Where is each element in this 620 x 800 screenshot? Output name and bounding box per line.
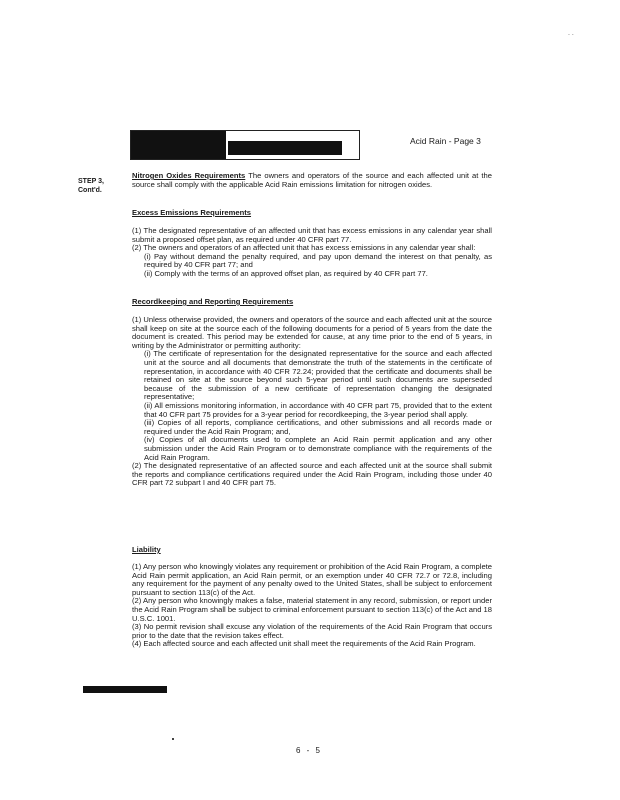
liability-p2: (2) Any person who knowingly makes a false, material statement in any record, submission, or report under the Acid Rain Program shall be subject to criminal enforcement pursuant to section 113(c) of the Act and 18 U.S.C. 1001. [132, 596, 492, 623]
liability-heading-block [132, 546, 492, 555]
redaction-block [228, 141, 342, 155]
excess-p2: (2) The owners and operators of an affected unit that has excess emissions in any calendar year shall: [132, 243, 476, 253]
records-p1: (1) Unless otherwise provided, the owners and operators of the source and each affected unit at the source shall keep on site at the source each of the following documents for a period of 5 years from the date the document is created. This period may be extended for cause, at any time prior to the end of 5 years, in writing by the Administrator or permitting authority: [132, 315, 492, 350]
scan-speck [172, 738, 174, 740]
excess-p1: (1) The designated representative of an affected unit that has excess emissions in any calendar year shall submit a proposed offset plan, as required under 40 CFR part 77. [132, 226, 492, 244]
excess-heading-block [132, 209, 492, 218]
liability-section [132, 563, 492, 649]
redaction-block [131, 131, 226, 159]
records-heading-block [132, 298, 492, 307]
page-label: Acid Rain - Page 3 [410, 136, 481, 146]
excess-heading: Excess Emissions Requirements [132, 208, 252, 217]
liability-p4: (4) Each affected source and each affected unit shall meet the requirements of the Acid Rain Program. [132, 639, 476, 649]
redacted-header-box [130, 130, 360, 160]
records-ii: (ii) All emissions monitoring information, in accordance with 40 CFR part 75, provided that to the extent that 40 CFR part 75 provides for a 3-year period for recordkeeping, the 3-year period shall apply. [144, 400, 492, 419]
nitrogen-paragraph [132, 172, 492, 189]
records-i: (i) The certificate of representation for the designated representative for the source and each affected unit at the source and all documents that demonstrate the truth of the statements in the certificate of representation, in accordance with 40 CFR 72.24; provided that the certificate and documents shall be retained on site at the source beyond such 5-year period until such documents are superseded because of the submission of a new certificate of representation changing the designated representative; [144, 349, 492, 402]
liability-p1: (1) Any person who knowingly violates any requirement or prohibition of the Acid Rain Program, a complete Acid Rain permit application, an Acid Rain permit, or an exemption under 40 CFR 72.7 or 72.8, including any requirement for the payment of any penalty owed to the United States, shall be subject to enforcement pursuant to section 113(c) of the Act. [132, 562, 492, 597]
records-iv: (iv) Copies of all documents used to complete an Acid Rain permit application and any other submission under the Acid Rain Program or to demonstrate compliance with the requirements of the Acid Rain Program. [144, 435, 492, 462]
excess-section [132, 227, 492, 279]
liability-p3: (3) No permit revision shall excuse any violation of the requirements of the Acid Rain Program that occurs prior to the date that the revision takes effect. [132, 622, 492, 640]
nitrogen-text: The owners and operators of the source and each affected unit at the source shall comply with the applicable Acid Rain emissions limitation for nitrogen oxides. [132, 171, 492, 189]
records-iii: (iii) Copies of all reports, compliance certifications, and other submissions and all records made or required under the Acid Rain Program; and, [144, 418, 492, 436]
scan-mark: . . [568, 30, 574, 37]
records-p2: (2) The designated representative of an affected source and each affected unit at the source shall submit the reports and compliance certifications required under the Acid Rain Program, including those under 40 CFR part 72 subpart I and 40 CFR part 75. [132, 461, 492, 488]
nitrogen-section [132, 172, 492, 189]
excess-i: (i) Pay without demand the penalty required, and pay upon demand the interest on that penalty, as required by 40 CFR part 77; and [144, 251, 492, 270]
step-label: STEP 3, Cont'd. [78, 178, 104, 194]
nitrogen-heading: Nitrogen Oxides Requirements [132, 171, 246, 180]
excess-ii: (ii) Comply with the terms of an approved offset plan, as required by 40 CFR part 77. [144, 268, 428, 278]
page-number: 6 - 5 [296, 746, 323, 755]
records-heading: Recordkeeping and Reporting Requirements [132, 297, 294, 306]
redaction-bar [83, 686, 167, 693]
liability-heading: Liability [132, 545, 161, 554]
records-section [132, 316, 492, 488]
